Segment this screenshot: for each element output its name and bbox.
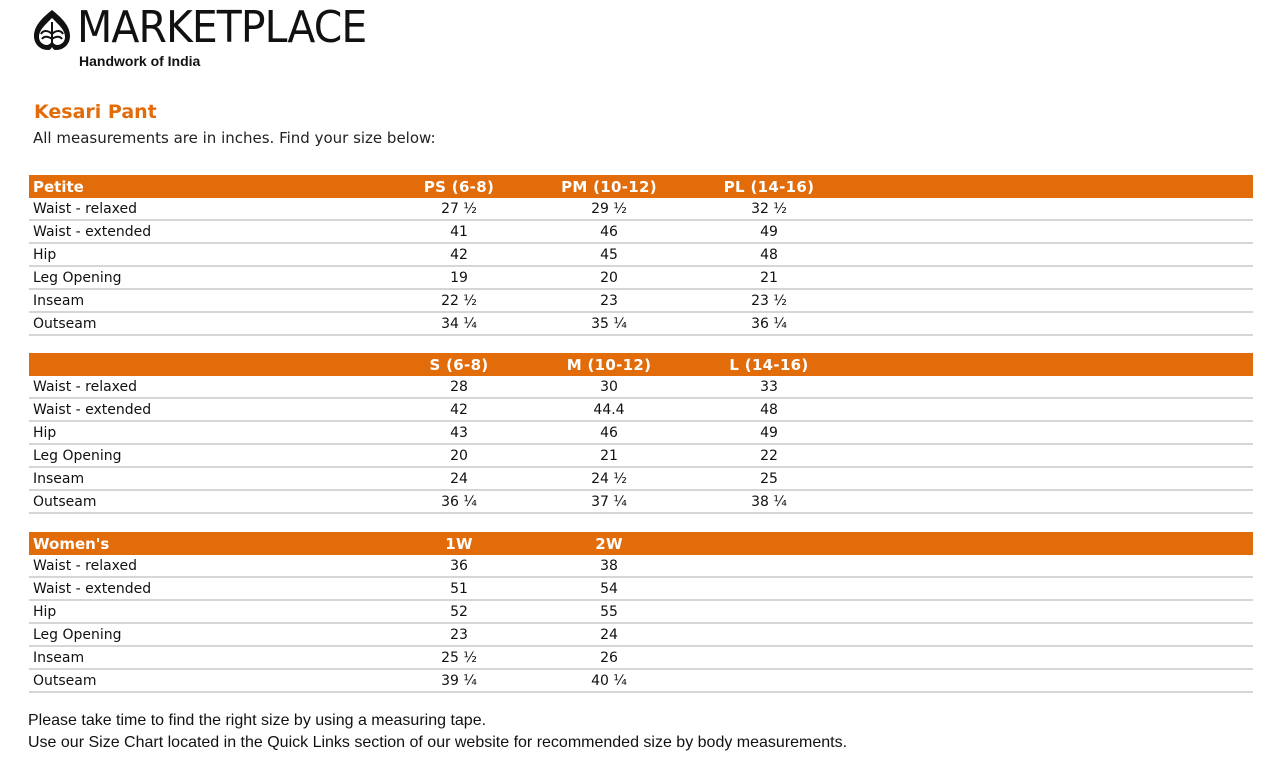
table-row <box>29 198 1253 221</box>
table-row <box>29 376 1253 399</box>
cell-value: 51 <box>450 581 468 597</box>
cell-value: 22 <box>760 448 778 464</box>
cell-value: 54 <box>600 581 618 597</box>
table-header <box>29 353 1253 376</box>
size-table-misses <box>29 353 1253 514</box>
table-row <box>29 601 1253 624</box>
table-row <box>29 221 1253 244</box>
cell-value: 37 ¼ <box>591 494 627 510</box>
footer-line-size-chart: Use our Size Chart located in the Quick Links section of our website for recommended size by body measurements. <box>28 734 848 751</box>
brand-name: MARKETPLACE <box>77 2 367 53</box>
cell-value: 36 ¼ <box>441 494 477 510</box>
cell-value: 23 <box>600 293 618 309</box>
row-label: Outseam <box>33 673 97 689</box>
table-heading: Women's <box>33 535 110 553</box>
table-row <box>29 647 1253 670</box>
column-header: L (14-16) <box>729 356 809 374</box>
row-label: Hip <box>33 425 57 441</box>
cell-value: 24 <box>600 627 618 643</box>
cell-value: 38 <box>600 558 618 574</box>
table-row <box>29 422 1253 445</box>
row-label: Leg Opening <box>33 270 122 286</box>
cell-value: 36 <box>450 558 468 574</box>
cell-value: 49 <box>760 224 778 240</box>
row-label: Inseam <box>33 471 85 487</box>
cell-value: 23 ½ <box>751 293 787 309</box>
row-label: Waist - extended <box>33 581 152 597</box>
cell-value: 19 <box>450 270 468 286</box>
cell-value: 38 ¼ <box>751 494 787 510</box>
cell-value: 46 <box>600 224 618 240</box>
table-row <box>29 290 1253 313</box>
cell-value: 34 ¼ <box>441 316 477 332</box>
cell-value: 46 <box>600 425 618 441</box>
table-header <box>29 532 1253 555</box>
row-label: Waist - extended <box>33 402 152 418</box>
table-heading: Petite <box>33 178 84 196</box>
brand-tagline: Handwork of India <box>79 53 201 69</box>
cell-value: 48 <box>760 247 778 263</box>
row-label: Leg Opening <box>33 627 122 643</box>
table-row <box>29 555 1253 578</box>
table-row <box>29 313 1253 336</box>
table-header <box>29 175 1253 198</box>
cell-value: 20 <box>450 448 468 464</box>
table-row <box>29 670 1253 693</box>
cell-value: 28 <box>450 379 468 395</box>
cell-value: 40 ¼ <box>591 673 627 689</box>
row-label: Inseam <box>33 293 85 309</box>
cell-value: 42 <box>450 247 468 263</box>
table-row <box>29 624 1253 647</box>
cell-value: 24 ½ <box>591 471 627 487</box>
cell-value: 35 ¼ <box>591 316 627 332</box>
cell-value: 32 ½ <box>751 201 787 217</box>
cell-value: 45 <box>600 247 618 263</box>
cell-value: 41 <box>450 224 468 240</box>
size-table-womens <box>29 532 1253 693</box>
cell-value: 24 <box>450 471 468 487</box>
row-label: Hip <box>33 604 57 620</box>
cell-value: 21 <box>760 270 778 286</box>
row-label: Outseam <box>33 316 97 332</box>
footer-line-measuring-tape: Please take time to find the right size by using a measuring tape. <box>28 712 487 729</box>
cell-value: 44.4 <box>593 402 625 418</box>
row-label: Waist - relaxed <box>33 379 138 395</box>
row-label: Hip <box>33 247 57 263</box>
column-header: PL (14-16) <box>723 178 815 196</box>
page-title: Kesari Pant <box>34 101 157 123</box>
size-table-petite <box>29 175 1253 336</box>
cell-value: 33 <box>760 379 778 395</box>
cell-value: 29 ½ <box>591 201 627 217</box>
row-label: Waist - relaxed <box>33 558 138 574</box>
table-row <box>29 445 1253 468</box>
cell-value: 25 <box>760 471 778 487</box>
column-header: 2W <box>595 535 623 553</box>
cell-value: 49 <box>760 425 778 441</box>
cell-value: 43 <box>450 425 468 441</box>
cell-value: 39 ¼ <box>441 673 477 689</box>
cell-value: 23 <box>450 627 468 643</box>
column-header: PM (10-12) <box>561 178 657 196</box>
row-label: Waist - extended <box>33 224 152 240</box>
cell-value: 36 ¼ <box>751 316 787 332</box>
intro-text: All measurements are in inches. Find your size below: <box>33 129 436 147</box>
table-row <box>29 468 1253 491</box>
cell-value: 27 ½ <box>441 201 477 217</box>
cell-value: 22 ½ <box>441 293 477 309</box>
table-row <box>29 399 1253 422</box>
row-label: Leg Opening <box>33 448 122 464</box>
footer-notes <box>28 710 847 754</box>
cell-value: 26 <box>600 650 618 666</box>
lotus-leaf-icon <box>30 8 74 52</box>
cell-value: 20 <box>600 270 618 286</box>
cell-value: 25 ½ <box>441 650 477 666</box>
cell-value: 30 <box>600 379 618 395</box>
table-row <box>29 491 1253 514</box>
row-label: Inseam <box>33 650 85 666</box>
table-row <box>29 578 1253 601</box>
row-label: Waist - relaxed <box>33 201 138 217</box>
table-row <box>29 244 1253 267</box>
cell-value: 55 <box>600 604 618 620</box>
cell-value: 21 <box>600 448 618 464</box>
cell-value: 42 <box>450 402 468 418</box>
column-header: PS (6-8) <box>423 178 495 196</box>
cell-value: 48 <box>760 402 778 418</box>
column-header: S (6-8) <box>429 356 489 374</box>
cell-value: 52 <box>450 604 468 620</box>
row-label: Outseam <box>33 494 97 510</box>
column-header: 1W <box>445 535 473 553</box>
table-row <box>29 267 1253 290</box>
column-header: M (10-12) <box>566 356 652 374</box>
